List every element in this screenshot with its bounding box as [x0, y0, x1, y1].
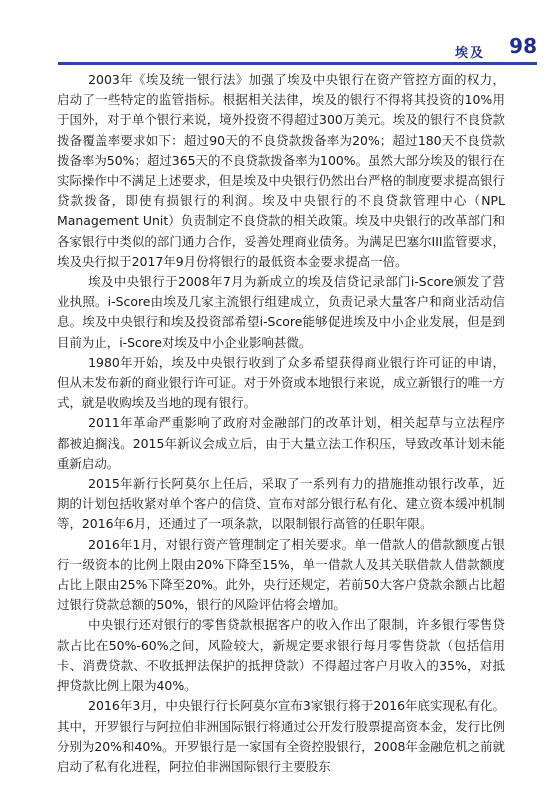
paragraph: 中央银行还对银行的零售贷款根据客户的收入作出了限制，许多银行零售贷款占比在50%-60%之间，风险较大，新规定要求银行每月零售贷款（包括信用卡、消费贷款、不收抵押法保护的抵押贷款）不得超过客户月收入的35%，对抵押贷款比例上限为40%。 [57, 617, 505, 694]
paragraph: 2011年革命严重影响了政府对金融部门的改革计划，相关起草与立法程序都被迫搁浅。2015年新议会成立后，由于大量立法工作积压，导致改革计划未能重新启动。 [57, 415, 505, 471]
paragraph: 2016年1月，对银行资产管理制定了相关要求。单一借款人的借款额度占银行一级资本的比例上限由20%下降至15%，单一借款人及其关联借款人借款额度占比上限由25%下降至20%。此外，央行还规定，若前50大客户贷款余额占比超过银行贷款总额的50%，银行的风险评估将会增加。 [57, 536, 505, 613]
paragraph: 1980年开始，埃及中央银行收到了众多希望获得商业银行许可证的申请，但从未发布新的商业银行许可证。对于外资或本地银行来说，成立新银行的唯一方式，就是收购埃及当地的现有银行。 [57, 354, 505, 411]
header-rule [58, 62, 537, 65]
running-head-title: 埃及 [454, 46, 485, 61]
paragraph: 2003年《埃及统一银行法》加强了埃及中央银行在资产管控方面的权力，启动了一些特定的监管指标。根据相关法律，埃及的银行不得将其投资的10%用于国外，对于单个银行来说，境外投资不得超过300万美元。埃及的银行不良贷款拨备覆盖率要求如下：超过90天的不良贷款拨备率为20%；超过180天不良贷款拨备率为50%；超过365天的不良贷款拨备率为100%。虽然大部分埃及的银行在实际操作中不满足上述要求，但是埃及中央银行仍然出台严格的制度要求提高银行贷款拨备，即使有损银行的利润。埃及中央银行的不良贷款管理中心（NPL Management Unit）负责制定不良贷款的相关政策。埃及中央银行的改革部门和各家银行中类似的部门通力合作，妥善处理商业债务。为满足巴塞尔III监管要求，埃及央行拟于2017年9月份将银行的最低资本金要求提高一倍。 [57, 72, 505, 269]
paragraph: 2016年3月，中央银行行长阿莫尔宣布3家银行将于2016年底实现私有化。其中，开罗银行与阿拉伯非洲国际银行将通过公开发行股票提高资本金，发行比例分别为20%和40%。开罗银行是一家国有全资控股银行，2008年金融危机之前就启动了私有化进程，阿拉伯非洲国际银行主要股东 [57, 698, 505, 774]
paragraph: 2015年新行长阿莫尔上任后，采取了一系列有力的措施推动银行改革，近期的计划包括收紧对单个客户的信贷、宣布对部分银行私有化、建立资本缓冲机制等，2016年6月，还通过了一项条款，以限制银行高管的任职年限。 [57, 476, 505, 532]
paragraph: 埃及中央银行于2008年7月为新成立的埃及信贷记录部门i-Score颁发了营业执照。i-Score由埃及几家主流银行组建成立，负责记录大量客户和商业活动信息。埃及中央银行和埃及投资部希望i-Score能够促进埃及中小企业发展，但是到目前为止，i-Score对埃及中小企业影响甚微。 [57, 274, 505, 350]
page-header [58, 24, 537, 64]
body-text [57, 70, 505, 777]
page-number: 98 [509, 34, 537, 58]
